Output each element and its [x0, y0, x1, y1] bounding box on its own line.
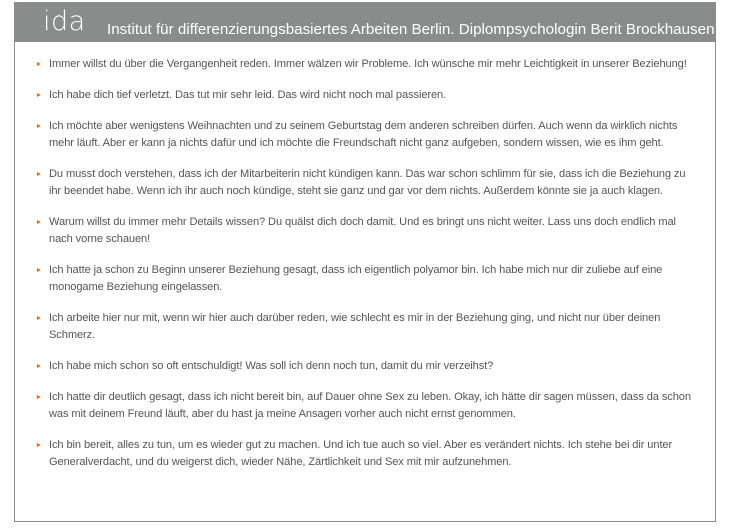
bullet-triangle-icon [37, 268, 41, 272]
list-item-text: Ich arbeite hier nur mit, wenn wir hier auch darüber reden, wie schlecht es mir in der Beziehung ging, und nicht nur über deinen Schmerz. [49, 312, 661, 341]
bullet-triangle-icon [37, 220, 41, 224]
bullet-triangle-icon [37, 316, 41, 320]
list-item [37, 437, 697, 471]
list-item [37, 118, 697, 152]
header-title: Institut für differenzierungsbasiertes Arbeiten Berlin. Diplompsychologin Berit Brockhausen [107, 21, 715, 38]
list-item-text: Ich möchte aber wenigstens Weihnachten und zu seinem Geburtstag dem anderen schreiben dürfen. Auch wenn da wirklich nichts mehr läuft. Aber er kann ja nichts dafür und ich möchte die Freundschaft nicht ganz aufgeben, sondern wissen, wie es ihm geht. [49, 120, 678, 149]
list-item [37, 166, 697, 200]
list-item [37, 262, 697, 296]
ida-logo: ida [43, 6, 86, 37]
bullet-triangle-icon [37, 124, 41, 128]
list-item [37, 310, 697, 344]
list-item-text: Du musst doch verstehen, dass ich der Mitarbeiterin nicht kündigen kann. Das war schon schlimm für sie, dass ich die Beziehung zu ihr beendet habe. Wenn ich ihr auch noch kündige, steht sie ganz und gar vor dem nichts. Außerdem könnte sie ja auch klagen. [49, 168, 686, 197]
list-item [37, 87, 697, 104]
bullet-triangle-icon [37, 443, 41, 447]
bullet-triangle-icon [37, 93, 41, 97]
list-item [37, 56, 697, 73]
bullet-triangle-icon [37, 172, 41, 176]
list-item-text: Ich bin bereit, alles zu tun, um es wieder gut zu machen. Und ich tue auch so viel. Aber es verändert nichts. Ich stehe bei dir unter Generalverdacht, und du weigerst dich, wieder Nähe, Zärtlichkeit und Sex mit mir aufzunehmen. [49, 439, 673, 468]
header-bar [15, 3, 715, 42]
list-item [37, 389, 697, 423]
bullet-triangle-icon [37, 395, 41, 399]
list-item-text: Ich hatte ja schon zu Beginn unserer Beziehung gesagt, dass ich eigentlich polyamor bin. Ich habe mich nur dir zuliebe auf eine monogame Beziehung eingelassen. [49, 264, 663, 293]
bullet-triangle-icon [37, 364, 41, 368]
list-item-text: Immer willst du über die Vergangenheit reden. Immer wälzen wir Probleme. Ich wünsche mir mehr Leichtigkeit in unserer Beziehung! [49, 58, 687, 70]
list-item-text: Ich habe mich schon so oft entschuldigt! Was soll ich denn noch tun, damit du mir verzeihst? [49, 360, 494, 372]
bullet-triangle-icon [37, 62, 41, 66]
list-item [37, 358, 697, 375]
list-item [37, 214, 697, 248]
slide [14, 2, 716, 522]
list-item-text: Ich hatte dir deutlich gesagt, dass ich nicht bereit bin, auf Dauer ohne Sex zu leben. Okay, ich hätte dir sagen müssen, dass da schon was mit deinem Freund läuft, aber du hast ja meine Ansagen vorher auch nicht ernst genommen. [49, 391, 691, 420]
list-item-text: Ich habe dich tief verletzt. Das tut mir sehr leid. Das wird nicht noch mal passieren. [49, 89, 447, 101]
statement-list [37, 56, 697, 485]
list-item-text: Warum willst du immer mehr Details wissen? Du quälst dich doch damit. Und es bringt uns nicht weiter. Lass uns doch endlich mal nach vorne schauen! [49, 216, 676, 245]
